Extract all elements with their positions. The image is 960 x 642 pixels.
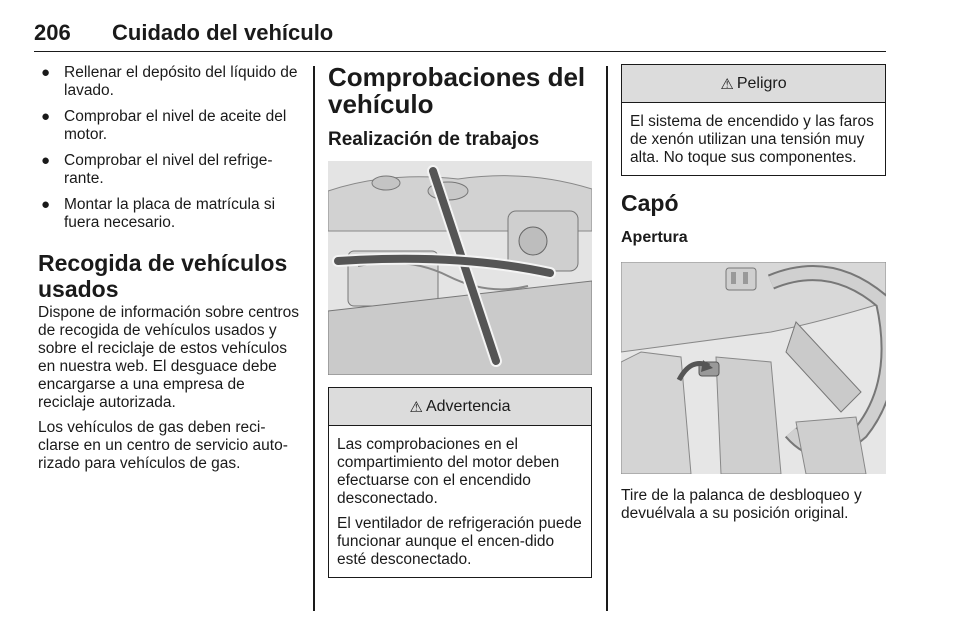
column-divider	[313, 66, 315, 611]
warning-title: Advertencia	[425, 397, 511, 415]
paragraph: Dispone de información sobre centros de recogida de vehículos usados y sobre el reciclaje de estos vehículos en nuestra web. El desguace debe encargarse a una empresa de reciclaje autorizada.	[38, 304, 300, 411]
danger-box-body	[622, 103, 885, 175]
danger-box	[621, 64, 886, 176]
subheading-opening: Apertura	[621, 229, 688, 246]
list-item: ● Comprobar el nivel de aceite del motor.	[41, 108, 287, 143]
page-header	[34, 8, 886, 52]
heading-recycling: Recogida de vehículos usados	[38, 250, 288, 302]
list-item: ● Comprobar el nivel del refrige-rante.	[41, 152, 273, 187]
bullet-icon: ●	[41, 64, 51, 81]
warning-box	[328, 387, 592, 578]
list-item: ● Montar la placa de matrícula si fuera necesario.	[41, 196, 276, 231]
warning-triangle-icon: ⚠	[720, 75, 734, 93]
danger-box-header	[622, 65, 885, 103]
engine-bay-drawing	[328, 161, 592, 375]
danger-text: El sistema de encendido y las faros de xenón utilizan una tensión muy alta. No toque sus componentes.	[630, 113, 874, 166]
bullet-list	[38, 64, 300, 232]
column-left	[38, 64, 300, 473]
warning-paragraph: El ventilador de refrigeración puede funcionar aunque el encen-dido esté desconectado.	[337, 515, 582, 568]
column-right	[621, 64, 886, 523]
page-number: 206	[34, 20, 71, 45]
engine-bay-illustration	[328, 161, 592, 375]
section-title: Cuidado del vehículo	[112, 20, 334, 45]
hood-caption: Tire de la palanca de desbloqueo y devuélvala a su posición original.	[621, 487, 862, 522]
bullet-icon: ●	[41, 108, 51, 125]
list-item: ● Rellenar el depósito del líquido de lavado.	[41, 64, 298, 99]
bullet-icon: ●	[41, 152, 51, 169]
column-divider	[606, 66, 608, 611]
heading-vehicle-checks: Comprobaciones del vehículo	[328, 62, 586, 119]
heading-hood: Capó	[621, 190, 679, 216]
subheading-work: Realización de trabajos	[328, 129, 540, 150]
bullet-icon: ●	[41, 196, 51, 213]
warning-box-body	[329, 426, 591, 577]
warning-triangle-icon: ⚠	[409, 398, 423, 416]
warning-box-header	[329, 388, 591, 426]
column-middle	[328, 64, 592, 578]
danger-title: Peligro	[736, 74, 787, 92]
hood-release-drawing	[621, 262, 886, 474]
paragraph: Los vehículos de gas deben reci-clarse en un centro de servicio auto-rizado para vehículos de gas.	[38, 419, 288, 472]
warning-paragraph: Las comprobaciones en el compartimiento del motor deben efectuarse con el encendido desconectado.	[337, 436, 560, 507]
hood-release-illustration	[621, 262, 886, 474]
